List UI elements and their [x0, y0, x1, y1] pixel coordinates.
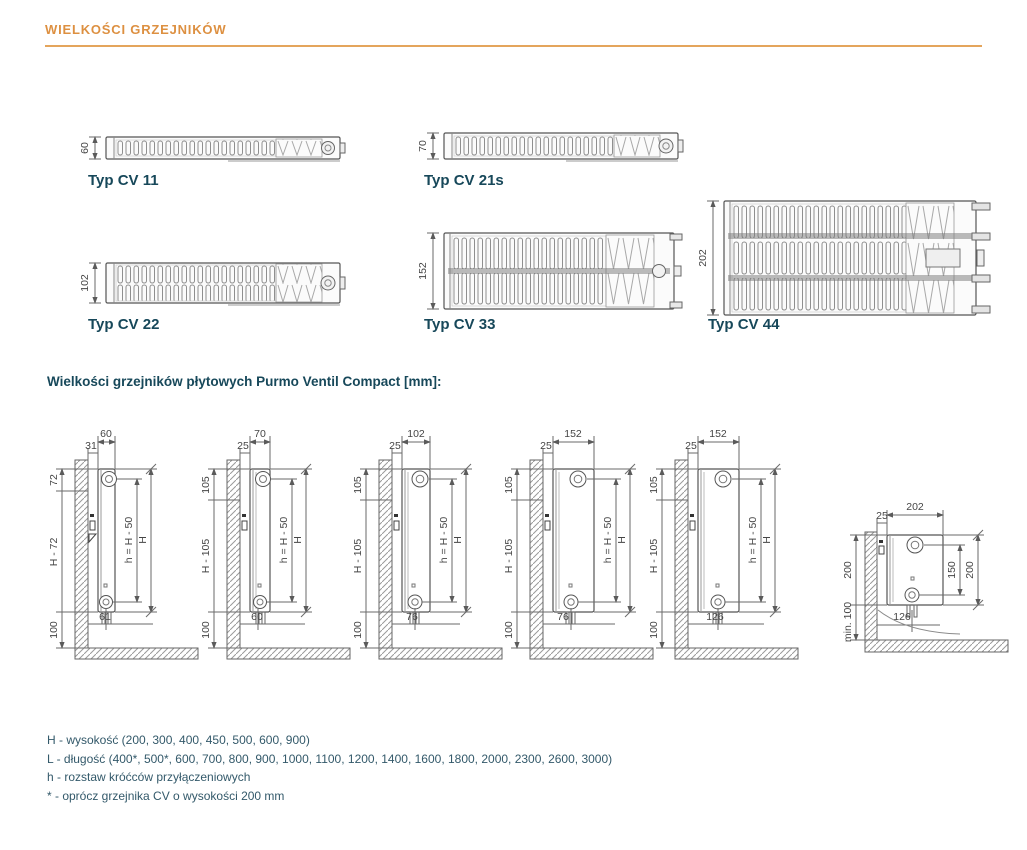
- dim-seg-mid: H - 105: [352, 538, 364, 574]
- dim-seg-top: 105: [648, 476, 660, 494]
- side-view-cv21s: [200, 426, 355, 681]
- dim-seg-bottom: 100: [648, 621, 660, 639]
- dim-depth: 152: [709, 428, 727, 440]
- header-rule: [45, 45, 982, 47]
- dim-offset: 31: [85, 440, 97, 452]
- dim-height-label: 152: [417, 262, 429, 280]
- section-heading: Wielkości grzejników płytowych Purmo Ventil Compact [mm]:: [47, 374, 442, 389]
- dim-bottom: 60: [251, 611, 263, 623]
- type-label-cv11: Typ CV 11: [88, 172, 159, 189]
- cv22-top-drawing: [78, 256, 348, 310]
- cv11-top-drawing: [78, 130, 348, 166]
- dim-seg-top: 105: [352, 476, 364, 494]
- type-label-cv44: Typ CV 44: [708, 316, 780, 333]
- dim-height: H: [137, 536, 149, 544]
- top-view-cv11: [78, 130, 358, 200]
- dim-bottom: 76: [406, 611, 418, 623]
- dim-offset: 25: [685, 440, 697, 452]
- side-view-cv22: [352, 426, 507, 681]
- dim-seg-top: 105: [503, 476, 515, 494]
- type-label-cv21s: Typ CV 21s: [424, 172, 504, 189]
- dim-clearance: min. 100: [842, 601, 854, 643]
- dim-pipe-spacing: h = H - 50: [602, 516, 614, 564]
- dim-height: H: [616, 536, 628, 544]
- dim-seg-bottom: 100: [200, 621, 212, 639]
- dim-depth: 60: [100, 428, 112, 440]
- dim-seg-top: 105: [200, 476, 212, 494]
- legend-line-length: L - długość (400*, 500*, 600, 700, 800, 900, 1000, 1100, 1200, 1400, 1600, 1800, 2000, 2300, 2600, 3000): [47, 751, 613, 766]
- top-view-cv33: [416, 226, 691, 340]
- side-drawing-3: [352, 426, 507, 681]
- dim-seg-mid: H - 72: [48, 537, 60, 567]
- cv21s-top-drawing: [416, 126, 686, 166]
- dim-bottom: 126: [706, 611, 724, 623]
- dim-seg-mid: H - 105: [648, 538, 660, 574]
- dim-height-label: 202: [697, 249, 709, 267]
- dim-seg-mid: H - 105: [503, 538, 515, 574]
- side-drawing-5: [648, 426, 803, 681]
- dim-seg-top: 72: [48, 474, 60, 486]
- dim-height: H: [761, 536, 773, 544]
- type-label-cv22: Typ CV 22: [88, 316, 160, 333]
- detail-drawing: [840, 470, 1027, 685]
- legend-line-note: * - oprócz grzejnika CV o wysokości 200 mm: [47, 788, 285, 803]
- dim-height-left: 200: [842, 561, 854, 579]
- top-view-cv44: [696, 194, 1006, 342]
- dim-bottom: 61: [99, 611, 111, 623]
- dim-depth: 152: [564, 428, 582, 440]
- dim-depth: 102: [407, 428, 425, 440]
- dim-depth: 70: [254, 428, 266, 440]
- side-view-cv33: [503, 426, 658, 681]
- dim-pipe-spacing: h = H - 50: [438, 516, 450, 564]
- dim-bottom: 126: [893, 611, 911, 623]
- dim-seg-mid: H - 105: [200, 538, 212, 574]
- dim-height-label: 70: [417, 140, 429, 152]
- top-view-cv21s: [416, 126, 696, 200]
- legend-line-height: H - wysokość (200, 300, 400, 450, 500, 600, 900): [47, 733, 310, 747]
- dim-offset: 25: [237, 440, 249, 452]
- side-view-cv44: [648, 426, 803, 681]
- top-view-cv22: [78, 256, 358, 340]
- dim-offset: 25: [876, 510, 888, 522]
- legend-line-spacing: h - rozstaw króćców przyłączeniowych: [47, 770, 251, 784]
- cv44-top-drawing: [696, 194, 996, 320]
- dim-offset: 25: [389, 440, 401, 452]
- type-label-cv33: Typ CV 33: [424, 316, 496, 333]
- dim-height: H: [452, 536, 464, 544]
- dim-offset: 25: [540, 440, 552, 452]
- dim-height-label: 60: [79, 142, 91, 154]
- cv33-top-drawing: [416, 226, 684, 316]
- dim-depth: 202: [906, 501, 924, 513]
- dim-pipe-spacing: h = H - 50: [278, 516, 290, 564]
- dim-seg-bottom: 100: [503, 621, 515, 639]
- dim-pipe-spacing: 150: [946, 561, 958, 579]
- dim-pipe-spacing: h = H - 50: [123, 516, 135, 564]
- page-title: WIELKOŚCI GRZEJNIKÓW: [45, 22, 227, 37]
- dim-seg-bottom: 100: [48, 621, 60, 639]
- detail-view: [840, 470, 1027, 685]
- side-drawing-4: [503, 426, 658, 681]
- dim-pipe-spacing: h = H - 50: [747, 516, 759, 564]
- dim-height-right: 200: [964, 561, 976, 579]
- dim-height: H: [292, 536, 304, 544]
- dim-height-label: 102: [79, 274, 91, 292]
- dim-bottom: 76: [557, 611, 569, 623]
- legend: [47, 731, 612, 805]
- dim-seg-bottom: 100: [352, 621, 364, 639]
- side-view-cv11: [48, 426, 203, 681]
